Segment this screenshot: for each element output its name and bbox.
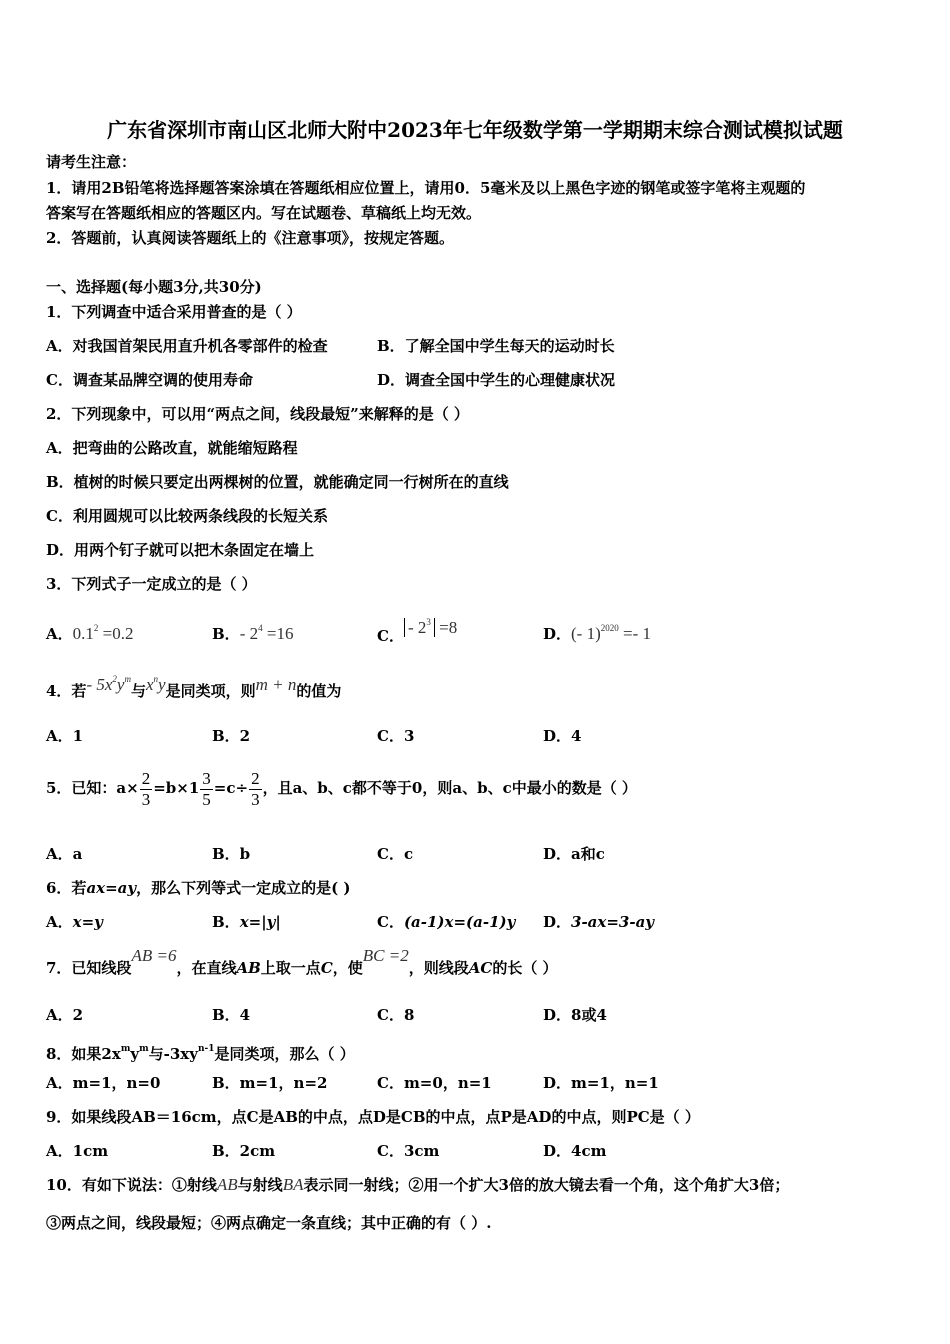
q5-option-d: D．a和c — [543, 845, 605, 863]
q6-option-d: D．3-ax=3-ay — [543, 913, 655, 931]
q3-option-b: B．- $2^4 =16$ — [212, 623, 294, 643]
q1-stem: 1．下列调查中适合采用普查的是（ ） — [46, 303, 302, 321]
q1-option-a: A．对我国首架民用直升机各零部件的检查 — [46, 337, 328, 355]
q10-stem-line-2: ③两点之间，线段最短；④两点确定一条直线；其中正确的有（ ）. — [46, 1214, 492, 1232]
q4-option-a: A．1 — [46, 727, 84, 745]
q7-stem: 7．已知线段AB =6，在直线AB上取一点C，使BC =2，则线段AC的长（ ） — [46, 946, 558, 977]
q2-option-b: B．植树的时候只要定出两棵树的位置，就能确定同一行树所在的直线 — [46, 473, 509, 491]
q5-option-b: B．b — [212, 845, 251, 863]
q5-option-a: A．a — [46, 845, 83, 863]
q6-option-c: C．(a-1)x=(a-1)y — [377, 913, 516, 931]
q8-option-c: C．m=0，n=1 — [377, 1074, 492, 1092]
q7-option-c: C．8 — [377, 1006, 415, 1024]
q8-stem: 8．如果$2x^my^m$与$-3xy^{n-1}$是同类项，那么（ ） — [46, 1044, 355, 1063]
q4-option-b: B．2 — [212, 727, 251, 745]
q8-option-b: B．m=1，n=2 — [212, 1074, 328, 1092]
q9-option-b: B．2cm — [212, 1142, 276, 1160]
q6-option-a: A．x=y — [46, 913, 103, 931]
q3-option-a: A．$0.1^2 =0.2$ — [46, 623, 134, 643]
q1-option-b: B．了解全国中学生每天的运动时长 — [377, 337, 615, 355]
q6-stem: 6．若ax=ay，那么下列等式一定成立的是( ) — [46, 879, 351, 897]
q9-option-a: A．1cm — [46, 1142, 109, 1160]
q9-option-d: D．4cm — [543, 1142, 607, 1160]
q3-option-d: D．(- 1)$^{2020}$ =- 1 — [543, 623, 651, 643]
section-heading: 一、选择题(每小题3分,共30分) — [46, 278, 262, 296]
q4-option-c: C．3 — [377, 727, 415, 745]
notice-line-1b: 答案写在答题纸相应的答题区内。写在试题卷、草稿纸上均无效。 — [46, 204, 482, 222]
q5-stem: 5．已知：a× $\frac{2}{3}$ =b×1 $\frac{3}{5}$ =c÷ $\frac{2}{3}$ ，且a、b、c都不等于0，则a、b、c中最小的数是（ ） — [46, 768, 637, 809]
q6-option-b: B．x=|y| — [212, 913, 281, 931]
q5-option-c: C．c — [377, 845, 414, 863]
notice-heading: 请考生注意： — [46, 153, 137, 171]
notice-line-1a: 1．请用2B铅笔将选择题答案涂填在答题纸相应位置上，请用0．5毫米及以上黑色字迹的钢笔或签字笔将主观题的 — [46, 179, 806, 197]
q10-stem-line-1: 10．有如下说法：①射线AB与射线BA表示同一射线；②用一个扩大3倍的放大镜去看一个角，这个角扩大3倍； — [46, 1175, 790, 1194]
q1-option-c: C．调查某品牌空调的使用寿命 — [46, 371, 253, 389]
page-title: 广东省深圳市南山区北师大附中2023年七年级数学第一学期期末综合测试模拟试题 — [107, 118, 843, 142]
q4-stem: 4．若- $5x^2y^m$与$x^ny$是同类项，则m + n的值为 — [46, 674, 342, 700]
q3-stem: 3．下列式子一定成立的是（ ） — [46, 575, 257, 593]
q7-option-a: A．2 — [46, 1006, 84, 1024]
notice-line-2: 2．答题前，认真阅读答题纸上的《注意事项》，按规定答题。 — [46, 229, 454, 247]
q9-option-c: C．3cm — [377, 1142, 440, 1160]
q4-option-d: D．4 — [543, 727, 582, 745]
q1-option-d: D．调查全国中学生的心理健康状况 — [377, 371, 616, 389]
q7-option-b: B．4 — [212, 1006, 251, 1024]
q2-option-d: D．用两个钉子就可以把木条固定在墙上 — [46, 541, 315, 559]
q3-option-c: C． - $2^3 =8$ — [377, 617, 458, 645]
q8-option-d: D．m=1，n=1 — [543, 1074, 659, 1092]
q2-option-c: C．利用圆规可以比较两条线段的长短关系 — [46, 507, 328, 525]
q8-option-a: A．m=1，n=0 — [46, 1074, 161, 1092]
q9-stem: 9．如果线段AB＝16cm，点C是AB的中点，点D是CB的中点，点P是AD的中点，则PC是（ ） — [46, 1108, 700, 1126]
q2-stem: 2．下列现象中，可以用“两点之间，线段最短”来解释的是（ ） — [46, 405, 469, 423]
q2-option-a: A．把弯曲的公路改直，就能缩短路程 — [46, 439, 298, 457]
q7-option-d: D．8或4 — [543, 1006, 607, 1024]
